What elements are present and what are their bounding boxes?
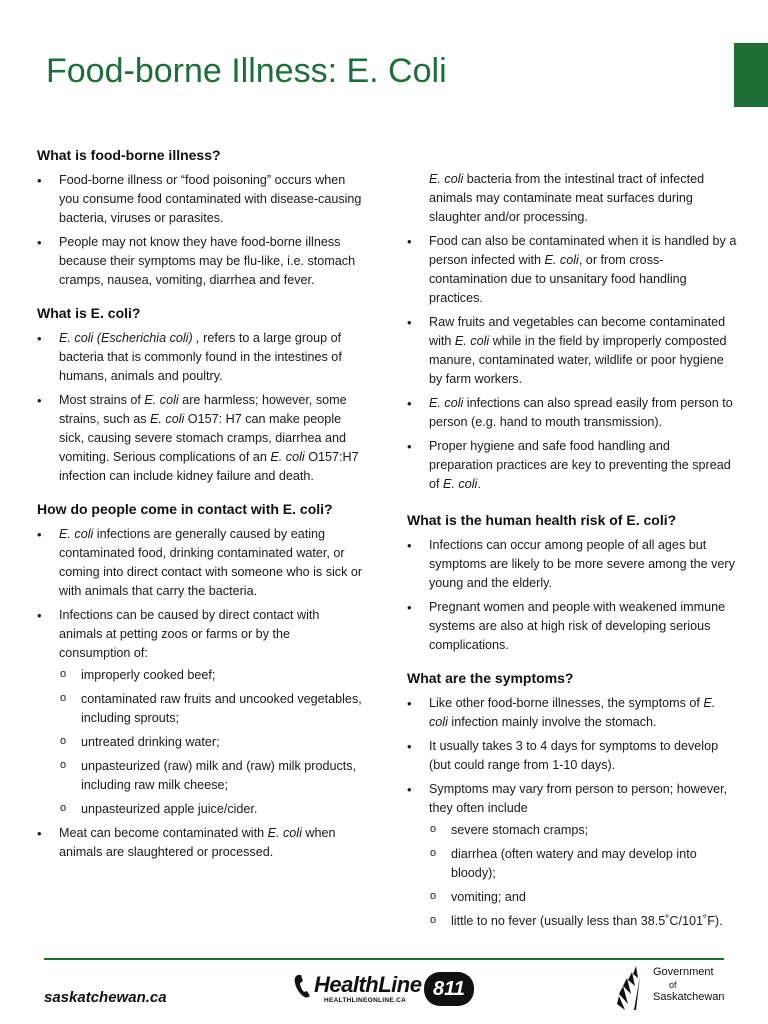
- list-item: • Raw fruits and vegetables can become contaminated with E. coli while in the field by improperly composted manure, contaminated water, wildlife or poor hygiene by farm workers.: [407, 313, 737, 389]
- sub-list-item: o improperly cooked beef;: [59, 666, 363, 685]
- list-item: • Proper hygiene and safe food handling and preparation practices are key to preventing the spread of E. coli.: [407, 437, 737, 494]
- sub-list-item: o untreated drinking water;: [59, 733, 363, 752]
- page-title: Food-borne Illness: E. Coli: [46, 52, 447, 90]
- heading-symptoms: What are the symptoms?: [407, 670, 574, 686]
- list-item: • Food-borne illness or “food poisoning” occurs when you consume food contaminated with disease-causing bacteria, viruses or parasites.: [37, 171, 363, 228]
- list-item-continued: E. coli bacteria from the intestinal tract of infected animals may contaminate meat surfaces during slaughter and/or processing.: [429, 172, 705, 224]
- list-item: • Most strains of E. coli are harmless; however, some strains, such as E. coli O157: H7 can make people sick, causing severe stomach cramps, diarrhea and vomiting. Serious complications of an E. coli O157:H7 infection can include kidney failure and death.: [37, 391, 363, 486]
- footer-divider: [44, 958, 724, 960]
- wheat-sheaf-icon: [616, 964, 646, 1012]
- government-name: Government of Saskatchewan: [653, 966, 725, 1003]
- sub-list-item: o unpasteurized (raw) milk and (raw) milk products, including raw milk cheese;: [59, 757, 363, 795]
- list-item: • People may not know they have food-borne illness because their symptoms may be flu-like, i.e. stomach cramps, nausea, vomiting, diarrhea and fever.: [37, 233, 363, 290]
- heading-what-is-ecoli: What is E. coli?: [37, 305, 141, 321]
- sub-list-symptoms: [429, 821, 737, 931]
- sub-list-item: o vomiting; and: [429, 888, 737, 907]
- right-column: [407, 170, 737, 936]
- list-item: • E. coli infections are generally caused by eating contaminated food, drinking contaminated water, or coming into direct contact with someone who is sick or with animals that carry the bacteria.: [37, 525, 363, 601]
- list-item: • Food can also be contaminated when it is handled by a person infected with E. coli, or from cross-contamination due to unsanitary food handling practices.: [407, 232, 737, 308]
- list-foodborne: [37, 171, 363, 290]
- heading-contact: How do people come in contact with E. coli?: [37, 501, 333, 517]
- sub-list-item: o severe stomach cramps;: [429, 821, 737, 840]
- list-contact: [37, 525, 363, 862]
- list-item: • Meat can become contaminated with E. coli when animals are slaughtered or processed.: [37, 824, 363, 862]
- healthline-811-badge: 811: [424, 972, 474, 1006]
- heading-what-is-foodborne: What is food-borne illness?: [37, 147, 221, 163]
- list-symptoms: [407, 694, 737, 931]
- green-corner-tab: [734, 43, 768, 107]
- healthline-url: HEALTHLINEONLINE.CA: [324, 997, 407, 1004]
- sub-list-item: o unpasteurized apple juice/cider.: [59, 800, 363, 819]
- list-health-risk: [407, 536, 737, 655]
- sub-list-item: o little to no fever (usually less than 38.5˚C/101˚F).: [429, 912, 737, 931]
- list-item: • Symptoms may vary from person to person; however, they often include o severe stomach cramps; o diarrhea (often watery and may develop into bloody); o vomiting; and o little to no fever (usually less than 38.5˚C/101˚F).: [407, 780, 737, 931]
- footer-website-link[interactable]: saskatchewan.ca: [44, 989, 167, 1006]
- sub-list-sources: [59, 666, 363, 819]
- list-contact-cont: [407, 170, 737, 494]
- list-item: • Pregnant women and people with weakened immune systems are also at high risk of developing serious complications.: [407, 598, 737, 655]
- left-column: [37, 145, 363, 867]
- list-item: • Infections can occur among people of all ages but symptoms are likely to be more severe among the very young and the elderly.: [407, 536, 737, 593]
- list-item: • Infections can be caused by direct contact with animals at petting zoos or farms or by the consumption of: o improperly cooked beef; o contaminated raw fruits and uncooked vegetables, including sprouts; o untreated drinking water; o unpasteurized (raw) milk and (raw) milk products, including raw milk cheese; o unpasteurized apple juice/cider.: [37, 606, 363, 819]
- healthline-logo: [294, 970, 476, 1010]
- healthline-name: HealthLine: [314, 972, 422, 997]
- sub-list-item: o diarrhea (often watery and may develop into bloody);: [429, 845, 737, 883]
- list-item: • It usually takes 3 to 4 days for symptoms to develop (but could range from 1-10 days).: [407, 737, 737, 775]
- list-item: • E. coli infections can also spread easily from person to person (e.g. hand to mouth transmission).: [407, 394, 737, 432]
- sub-list-item: o contaminated raw fruits and uncooked vegetables, including sprouts;: [59, 690, 363, 728]
- heading-health-risk: What is the human health risk of E. coli?: [407, 512, 677, 528]
- list-item: • Like other food-borne illnesses, the symptoms of E. coli infection mainly involve the stomach.: [407, 694, 737, 732]
- list-ecoli: [37, 329, 363, 486]
- government-logo: [616, 962, 736, 1014]
- list-item: • E. coli (Escherichia coli) , refers to a large group of bacteria that is commonly found in the intestines of humans, animals and poultry.: [37, 329, 363, 386]
- phone-icon: [294, 973, 312, 1005]
